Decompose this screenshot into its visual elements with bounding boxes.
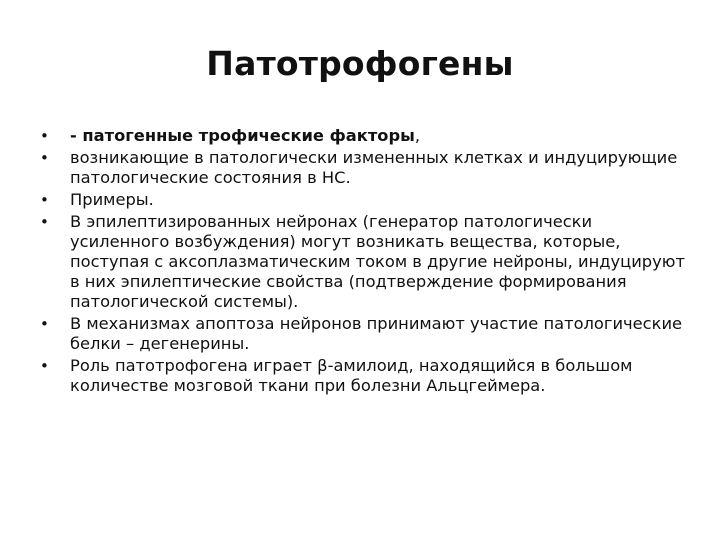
bullet-icon: • — [40, 127, 49, 145]
bullet-icon: • — [40, 191, 49, 209]
bullet-list — [40, 126, 690, 398]
bullet-icon: • — [40, 149, 49, 167]
bullet-item-1 — [40, 126, 690, 146]
bullet-text: Роль патотрофогена играет β-амилоид, находящийся в большом количестве мозговой ткани при болезни Альцгеймера. — [70, 356, 633, 395]
bullet-text: В эпилептизированных нейронах (генератор патологически усиленного возбуждения) могут возникать вещества, которые, поступая с аксоплазматическим током в другие нейроны, индуцируют в них эпилептические свойства (подтверждение формирования патологической системы). — [70, 212, 685, 311]
bullet-text: Примеры. — [70, 190, 154, 209]
bullet-text: В механизмах апоптоза нейронов принимают участие патологические белки – дегенерины. — [70, 314, 683, 353]
bullet-icon: • — [40, 357, 49, 375]
bullet-lead: - патогенные трофические факторы — [70, 126, 415, 145]
bullet-item-5 — [40, 314, 690, 354]
bullet-item-2 — [40, 148, 690, 188]
bullet-text: возникающие в патологически измененных клетках и индуцирующие патологические состояния в НС. — [70, 148, 678, 187]
slide-title: Патотрофогены — [206, 44, 514, 83]
bullet-item-4 — [40, 212, 690, 312]
bullet-icon: • — [40, 315, 49, 333]
bullet-icon: • — [40, 213, 49, 231]
bullet-item-3 — [40, 190, 690, 210]
bullet-item-6 — [40, 356, 690, 396]
bullet-text: , — [414, 126, 421, 145]
